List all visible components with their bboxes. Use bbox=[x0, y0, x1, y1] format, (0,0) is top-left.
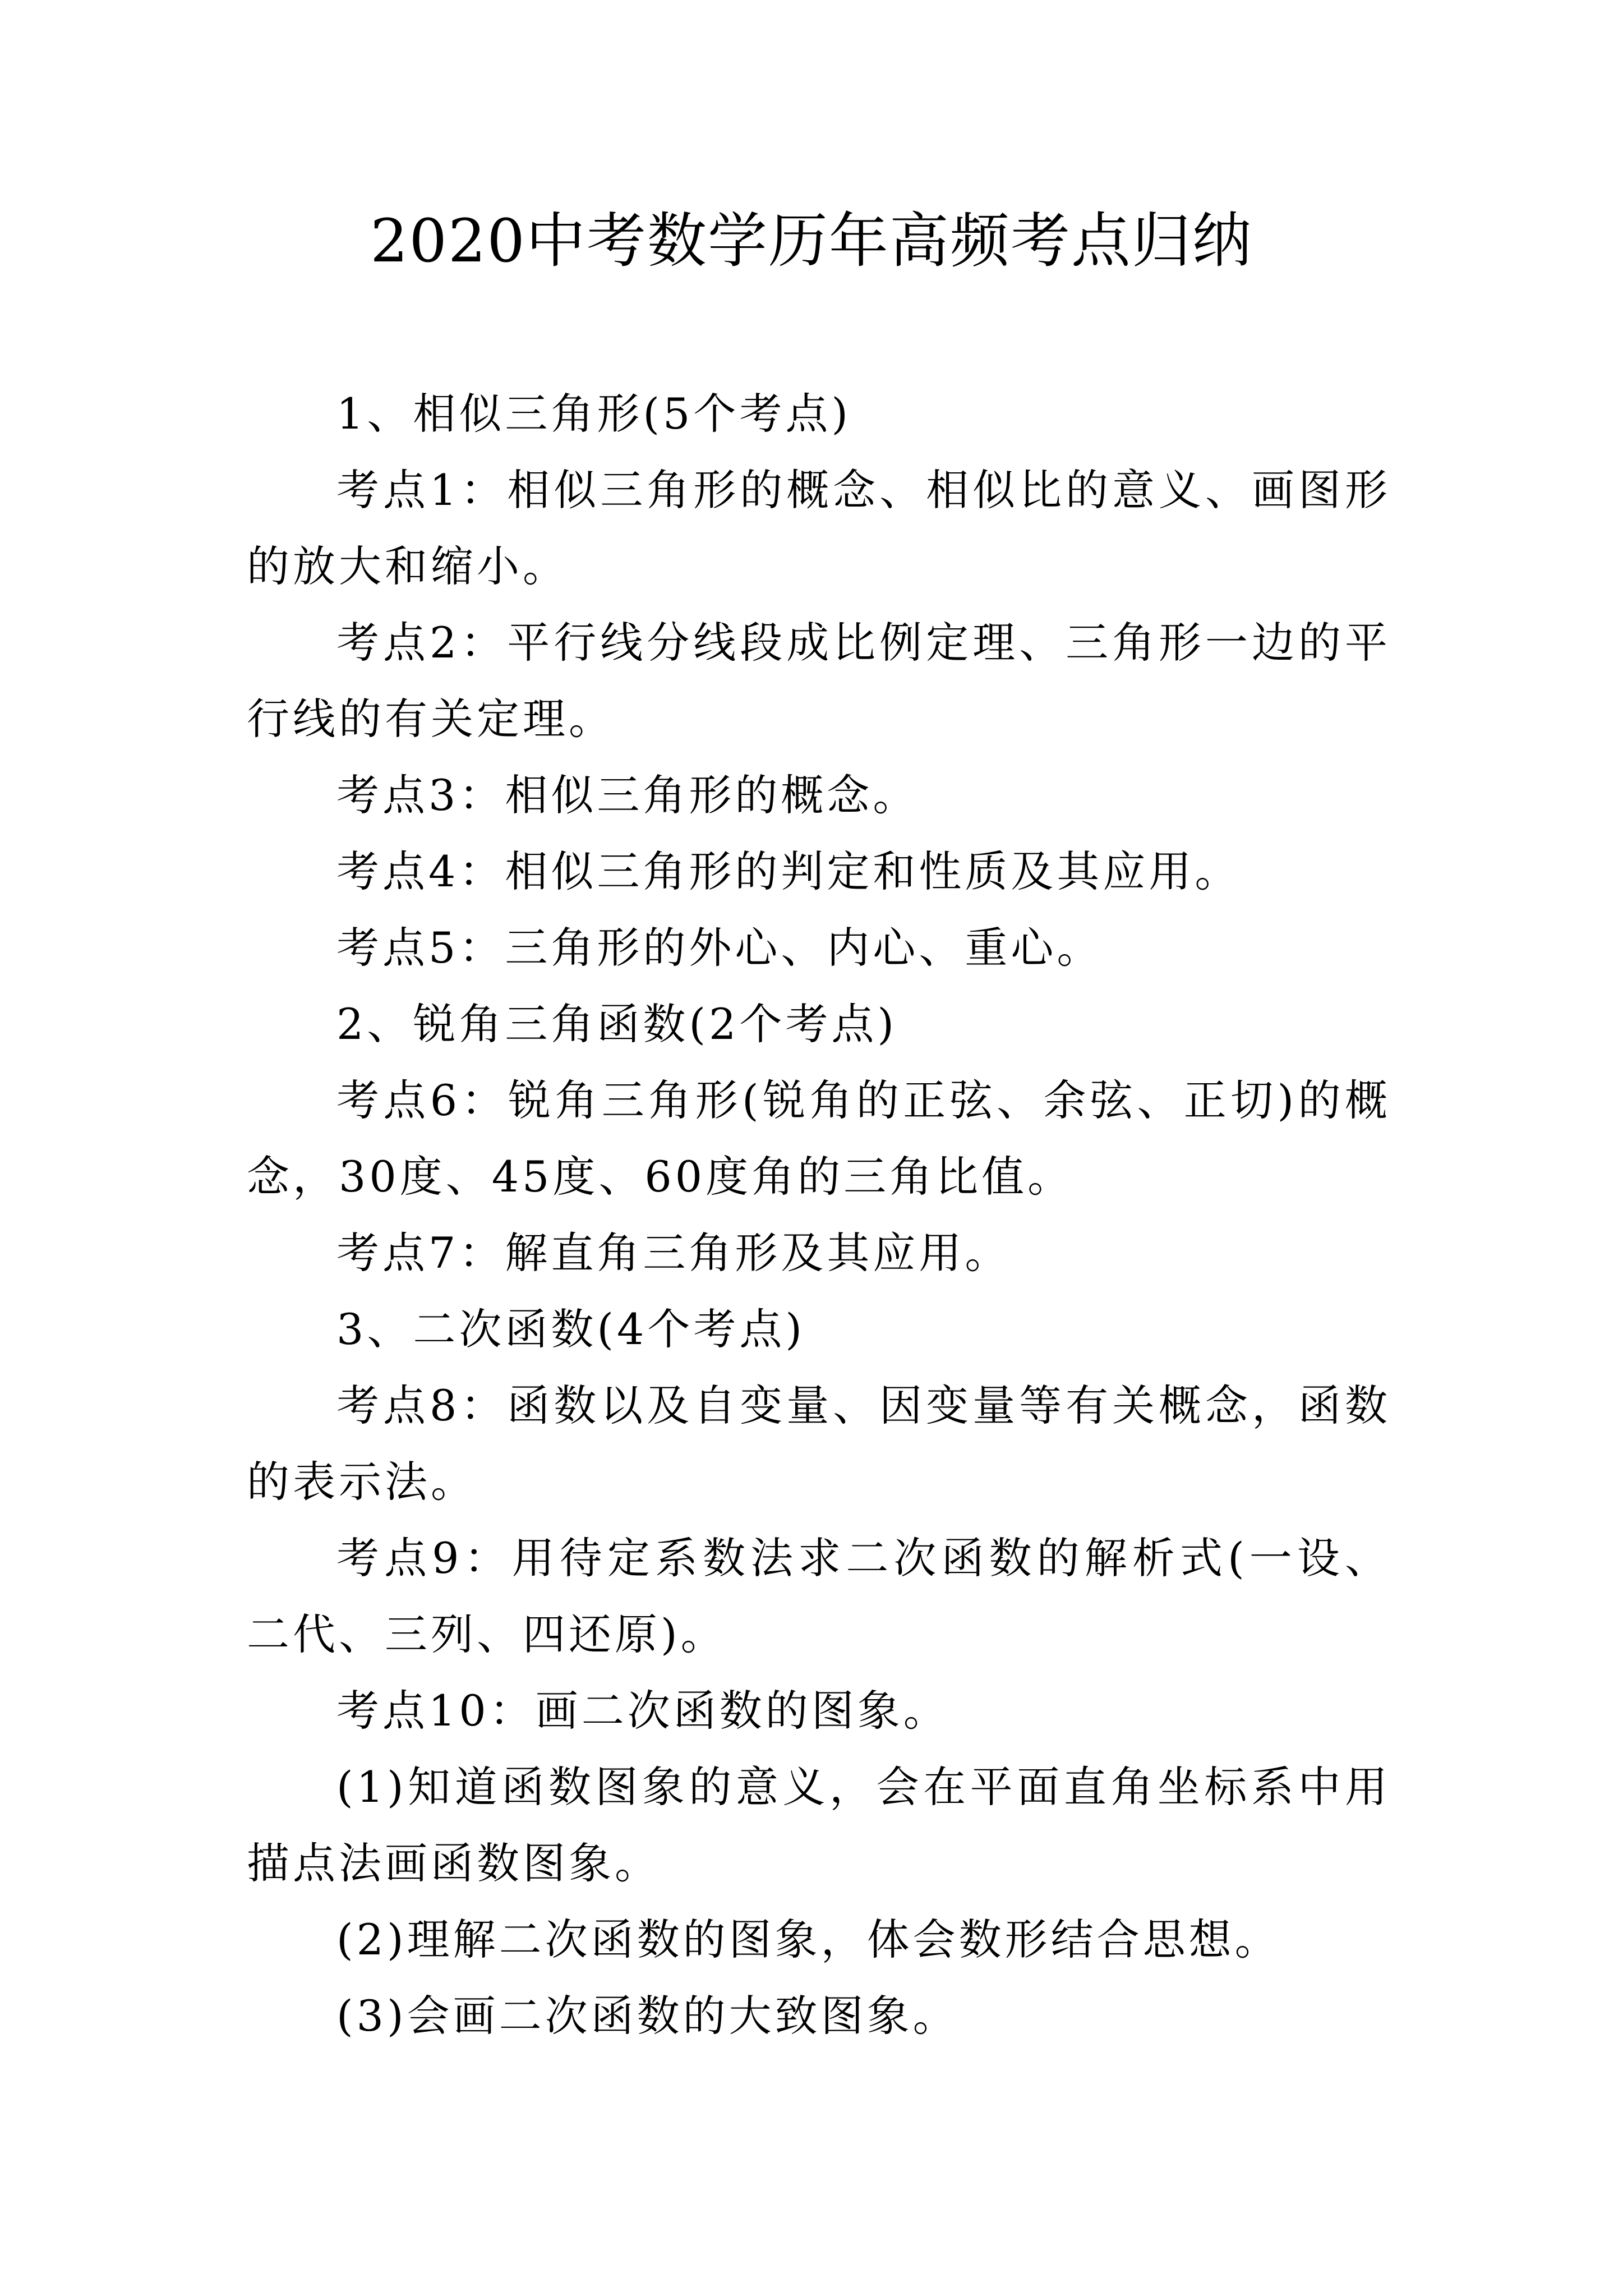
paragraph: 考点2：平行线分线段成比例定理、三角形一边的平行线的有关定理。 bbox=[247, 618, 1391, 744]
section-heading-similar-triangles: 1、相似三角形(5个考点) bbox=[336, 389, 852, 439]
paragraph: (2)理解二次函数的图象，体会数形结合思想。 bbox=[336, 1915, 1281, 1964]
paragraph: 考点7：解直角三角形及其应用。 bbox=[336, 1228, 1011, 1278]
paragraph: 考点3：相似三角形的概念。 bbox=[336, 770, 919, 820]
paragraph: 考点1：相似三角形的概念、相似比的意义、画图形的放大和缩小。 bbox=[247, 465, 1391, 591]
document-body bbox=[247, 376, 1391, 2054]
paragraph: 考点10：画二次函数的图象。 bbox=[336, 1686, 949, 1736]
section-heading-quadratic-functions: 3、二次函数(4个考点) bbox=[336, 1304, 806, 1354]
document-title: 2020中考数学历年高频考点归纳 bbox=[370, 206, 1253, 275]
paragraph: 考点8：函数以及自变量、因变量等有关概念，函数的表示法。 bbox=[247, 1381, 1391, 1507]
paragraph: (1)知道函数图象的意义，会在平面直角坐标系中用描点法画函数图象。 bbox=[247, 1762, 1391, 1888]
paragraph: 考点4：相似三角形的判定和性质及其应用。 bbox=[336, 846, 1241, 896]
paragraph: 考点6：锐角三角形(锐角的正弦、余弦、正切)的概念，30度、45度、60度角的三角比值。 bbox=[247, 1075, 1391, 1202]
paragraph: (3)会画二次函数的大致图象。 bbox=[336, 1991, 959, 2041]
section-heading-trig-functions: 2、锐角三角函数(2个考点) bbox=[336, 999, 898, 1049]
paragraph: 考点5：三角形的外心、内心、重心。 bbox=[336, 923, 1103, 973]
paragraph: 考点9：用待定系数法求二次函数的解析式(一设、二代、三列、四还原)。 bbox=[247, 1533, 1391, 1659]
